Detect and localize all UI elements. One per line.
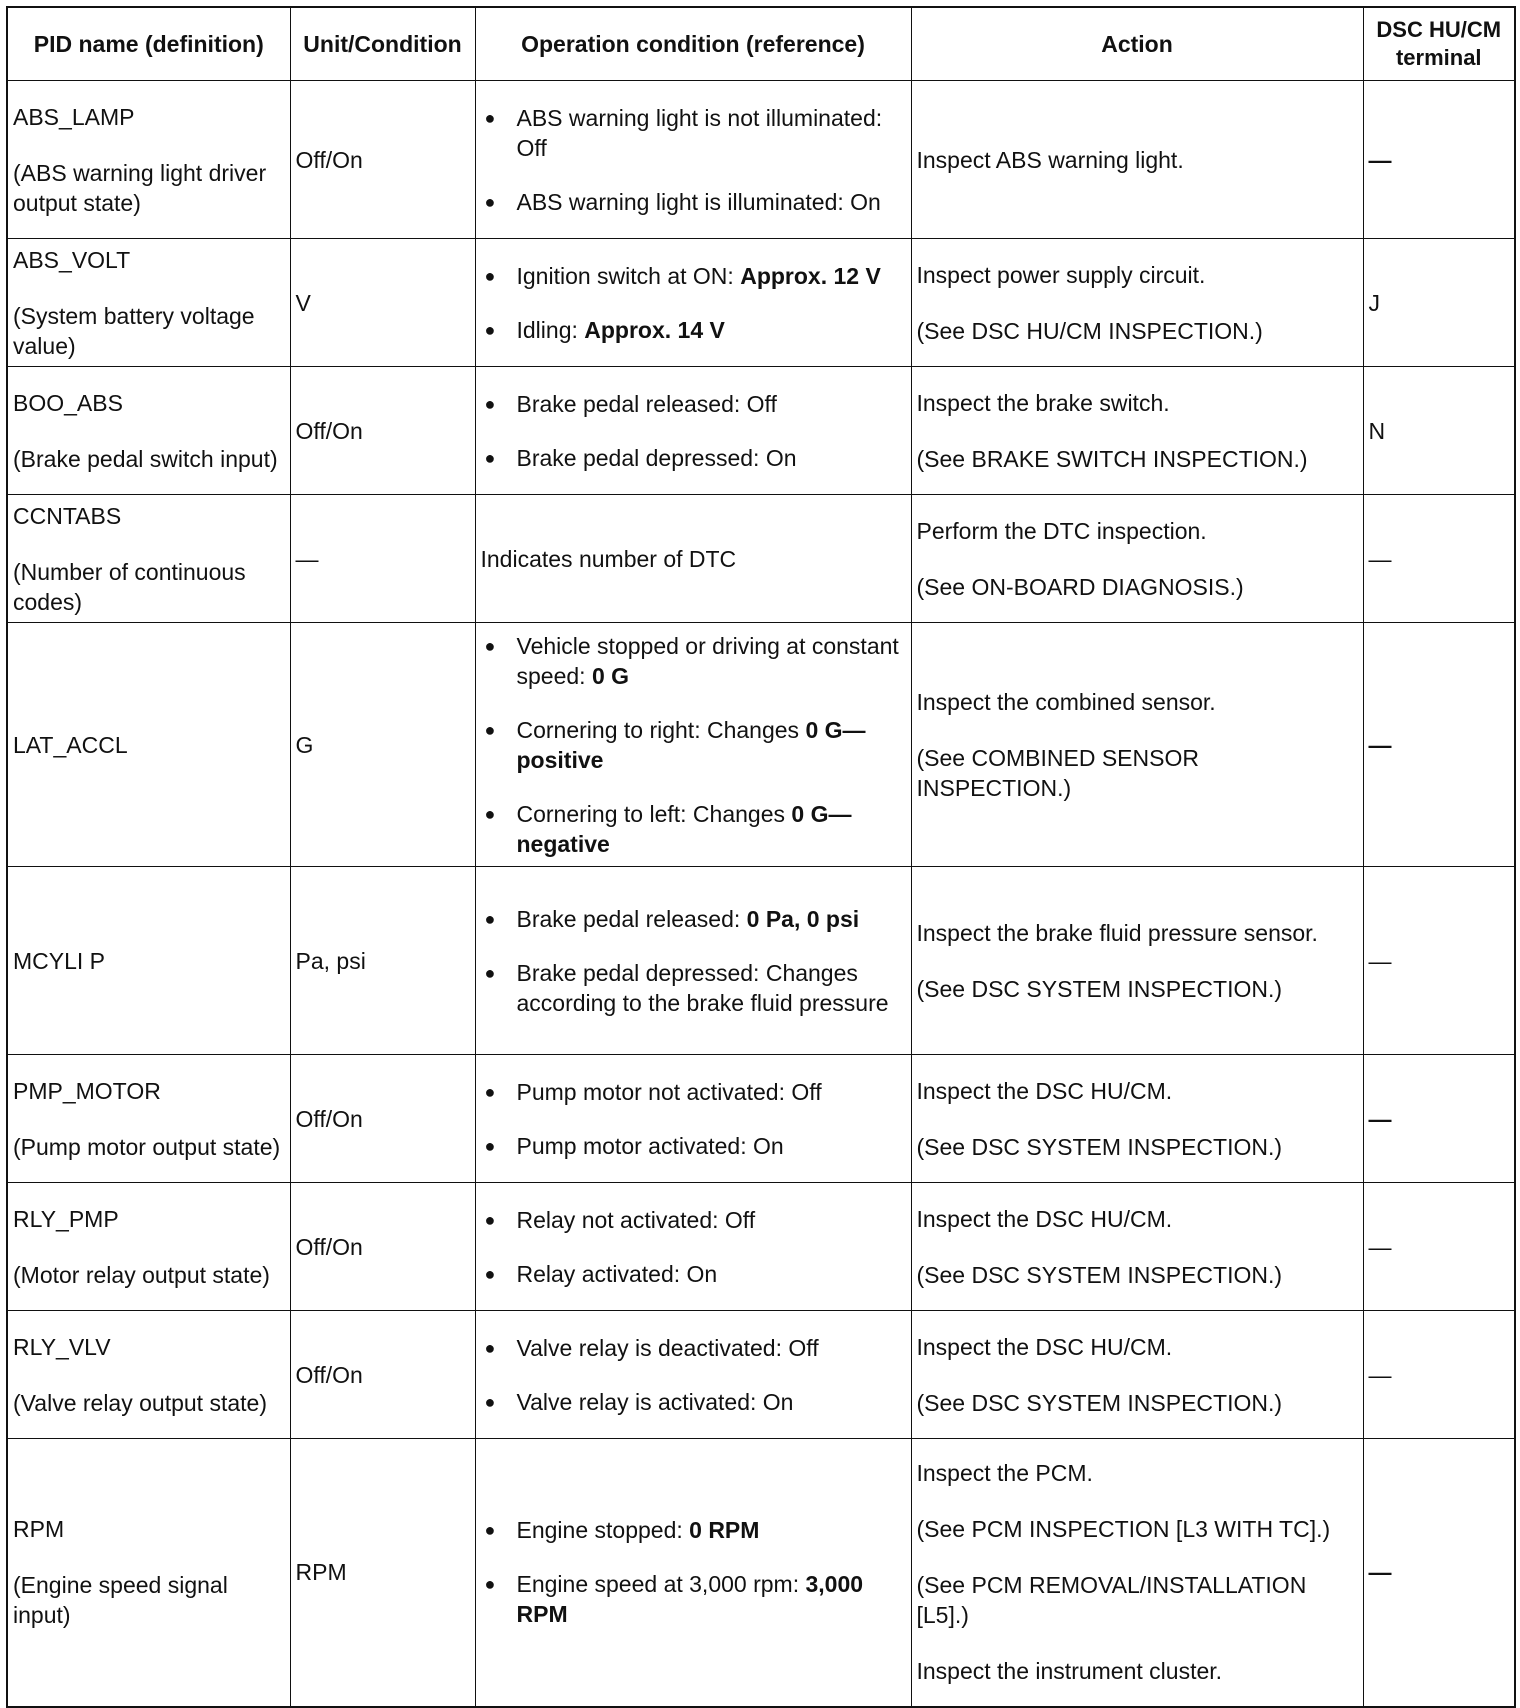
terminal-cell: — [1363, 1311, 1515, 1439]
pid-definition: (Motor relay output state) [13, 1261, 270, 1288]
operation-item: ● Vehicle stopped or driving at constant speed: 0 G [517, 631, 906, 691]
terminal-cell: — [1363, 1055, 1515, 1183]
unit-cell: Off/On [290, 81, 475, 239]
action-line: Inspect the PCM. [916, 1460, 1093, 1487]
unit-cell: — [290, 495, 475, 623]
pid-definition: (Valve relay output state) [13, 1389, 267, 1416]
operation-cell [475, 1183, 911, 1311]
pid-cell [7, 1183, 290, 1311]
pid-name: MCYLI P [13, 947, 106, 974]
operation-value: Approx. 12 V [740, 262, 881, 289]
operation-item: ● ABS warning light is illuminated: On [517, 187, 906, 217]
table-row [7, 495, 1515, 623]
operation-list [481, 261, 906, 345]
operation-value: Approx. 14 V [584, 316, 725, 343]
operation-list [481, 1077, 906, 1161]
action-line: Inspect the brake switch. [916, 389, 1170, 416]
operation-value: 0 Pa, 0 psi [746, 905, 860, 932]
action-line: Inspect the DSC HU/CM. [916, 1077, 1173, 1104]
unit-cell: RPM [290, 1439, 475, 1707]
operation-item: ● Relay activated: On [517, 1259, 906, 1289]
pid-name: RLY_VLV [13, 1333, 111, 1360]
terminal-cell: N [1363, 367, 1515, 495]
operation-value: 0 G—positive [516, 716, 866, 773]
operation-item: ● Idling: Approx. 14 V [517, 315, 906, 345]
unit-cell: G [290, 623, 475, 867]
header-terminal [1363, 7, 1515, 81]
terminal-cell: J [1363, 239, 1515, 367]
operation-item: ● Cornering to left: Changes 0 G—negative [517, 799, 906, 859]
table-row [7, 867, 1515, 1055]
unit-cell: Off/On [290, 367, 475, 495]
operation-item: ● Ignition switch at ON: Approx. 12 V [517, 261, 906, 291]
operation-item: ● ABS warning light is not illuminated: Off [517, 103, 906, 163]
pid-name: LAT_ACCL [13, 731, 128, 758]
pid-cell [7, 495, 290, 623]
action-line: Inspect ABS warning light. [916, 146, 1184, 173]
terminal-cell: — [1363, 81, 1515, 239]
pid-cell [7, 239, 290, 367]
operation-value: 0 G—negative [516, 800, 852, 857]
unit-cell: Off/On [290, 1183, 475, 1311]
pid-name: RPM [13, 1516, 65, 1543]
action-line: Inspect the DSC HU/CM. [916, 1205, 1173, 1232]
action-line: Inspect the combined sensor. [916, 688, 1216, 715]
operation-item: ● Relay not activated: Off [517, 1205, 906, 1235]
operation-item: ● Brake pedal depressed: On [517, 443, 906, 473]
action-line: (See BRAKE SWITCH INSPECTION.) [916, 445, 1308, 472]
unit-cell: V [290, 239, 475, 367]
header-action: Action [911, 7, 1363, 81]
action-cell [911, 1311, 1363, 1439]
terminal-cell: — [1363, 623, 1515, 867]
header-operation: Operation condition (reference) [475, 7, 911, 81]
operation-cell [475, 239, 911, 367]
operation-value: 3,000 RPM [516, 1571, 864, 1628]
table-row [7, 1055, 1515, 1183]
operation-item: ● Pump motor activated: On [517, 1131, 906, 1161]
operation-item: ● Brake pedal depressed: Changes according to the brake fluid pressure [517, 958, 906, 1018]
header-unit: Unit/Condition [290, 7, 475, 81]
terminal-cell: — [1363, 495, 1515, 623]
table-row [7, 1183, 1515, 1311]
operation-item: ● Brake pedal released: Off [517, 389, 906, 419]
action-cell [911, 1439, 1363, 1707]
pid-name: BOO_ABS [13, 389, 123, 416]
pid-name: ABS_LAMP [13, 103, 135, 130]
pid-cell [7, 867, 290, 1055]
pid-name: CCNTABS [13, 502, 122, 529]
action-line: Inspect power supply circuit. [916, 261, 1206, 288]
operation-item: ● Engine speed at 3,000 rpm: 3,000 RPM [517, 1569, 906, 1629]
unit-cell: Off/On [290, 1055, 475, 1183]
action-line: (See DSC HU/CM INSPECTION.) [916, 317, 1263, 344]
action-line: (See PCM REMOVAL/INSTALLATION [L5].) [916, 1572, 1307, 1629]
action-line: (See COMBINED SENSOR INSPECTION.) [916, 744, 1199, 801]
pid-cell [7, 367, 290, 495]
operation-list [481, 103, 906, 217]
table-row [7, 623, 1515, 867]
operation-cell [475, 81, 911, 239]
operation-list [481, 1333, 906, 1417]
table-row [7, 239, 1515, 367]
operation-value: 0 G [591, 662, 630, 689]
unit-cell: Off/On [290, 1311, 475, 1439]
operation-list [481, 1515, 906, 1629]
action-line: (See DSC SYSTEM INSPECTION.) [916, 1133, 1283, 1160]
operation-item: ● Valve relay is deactivated: Off [517, 1333, 906, 1363]
operation-cell [475, 867, 911, 1055]
action-cell [911, 239, 1363, 367]
header-pid: PID name (definition) [7, 7, 290, 81]
pid-definition: (Pump motor output state) [13, 1133, 281, 1160]
pid-cell [7, 623, 290, 867]
operation-item: ● Pump motor not activated: Off [517, 1077, 906, 1107]
action-cell [911, 1055, 1363, 1183]
action-line: (See DSC SYSTEM INSPECTION.) [916, 1389, 1283, 1416]
table-row [7, 1311, 1515, 1439]
action-cell [911, 495, 1363, 623]
action-line: Perform the DTC inspection. [916, 517, 1207, 544]
pid-name: ABS_VOLT [13, 246, 131, 273]
action-line: Inspect the DSC HU/CM. [916, 1333, 1173, 1360]
operation-item: ● Engine stopped: 0 RPM [517, 1515, 906, 1545]
action-cell [911, 1183, 1363, 1311]
header-terminal-line2: terminal [1395, 45, 1482, 70]
pid-definition: (Engine speed signal input) [13, 1572, 228, 1629]
pid-definition: (Brake pedal switch input) [13, 445, 278, 472]
action-line: (See PCM INSPECTION [L3 WITH TC].) [916, 1516, 1331, 1543]
pid-cell [7, 81, 290, 239]
terminal-cell: — [1363, 1439, 1515, 1707]
operation-list [481, 1205, 906, 1289]
operation-cell [475, 623, 911, 867]
operation-cell [475, 1055, 911, 1183]
operation-cell [475, 367, 911, 495]
action-line: (See DSC SYSTEM INSPECTION.) [916, 975, 1283, 1002]
pid-cell [7, 1311, 290, 1439]
pid-name: PMP_MOTOR [13, 1077, 161, 1104]
pid-cell [7, 1055, 290, 1183]
pid-name: RLY_PMP [13, 1205, 119, 1232]
action-line: Inspect the instrument cluster. [916, 1658, 1223, 1685]
action-cell [911, 81, 1363, 239]
action-cell [911, 867, 1363, 1055]
header-terminal-line1: DSC HU/CM [1376, 17, 1502, 42]
operation-list [481, 389, 906, 473]
operation-cell [475, 1439, 911, 1707]
operation-list [481, 904, 906, 1018]
action-line: (See ON-BOARD DIAGNOSIS.) [916, 573, 1244, 600]
pid-definition: (Number of continuous codes) [13, 558, 246, 615]
operation-item: ● Cornering to right: Changes 0 G—positive [517, 715, 906, 775]
pid-cell [7, 1439, 290, 1707]
terminal-cell: — [1363, 867, 1515, 1055]
action-cell [911, 367, 1363, 495]
header-row [7, 7, 1515, 81]
action-line: (See DSC SYSTEM INSPECTION.) [916, 1261, 1283, 1288]
operation-cell: Indicates number of DTC [475, 495, 911, 623]
table-row [7, 81, 1515, 239]
terminal-cell: — [1363, 1183, 1515, 1311]
action-line: Inspect the brake fluid pressure sensor. [916, 919, 1318, 946]
pid-table [6, 6, 1516, 1708]
action-cell [911, 623, 1363, 867]
unit-cell: Pa, psi [290, 867, 475, 1055]
operation-list [481, 631, 906, 859]
pid-definition: (ABS warning light driver output state) [13, 159, 267, 216]
operation-value: 0 RPM [689, 1517, 760, 1544]
table-row [7, 367, 1515, 495]
operation-item: ● Brake pedal released: 0 Pa, 0 psi [517, 904, 906, 934]
pid-definition: (System battery voltage value) [13, 302, 255, 359]
operation-cell [475, 1311, 911, 1439]
operation-item: ● Valve relay is activated: On [517, 1387, 906, 1417]
table-row [7, 1439, 1515, 1707]
